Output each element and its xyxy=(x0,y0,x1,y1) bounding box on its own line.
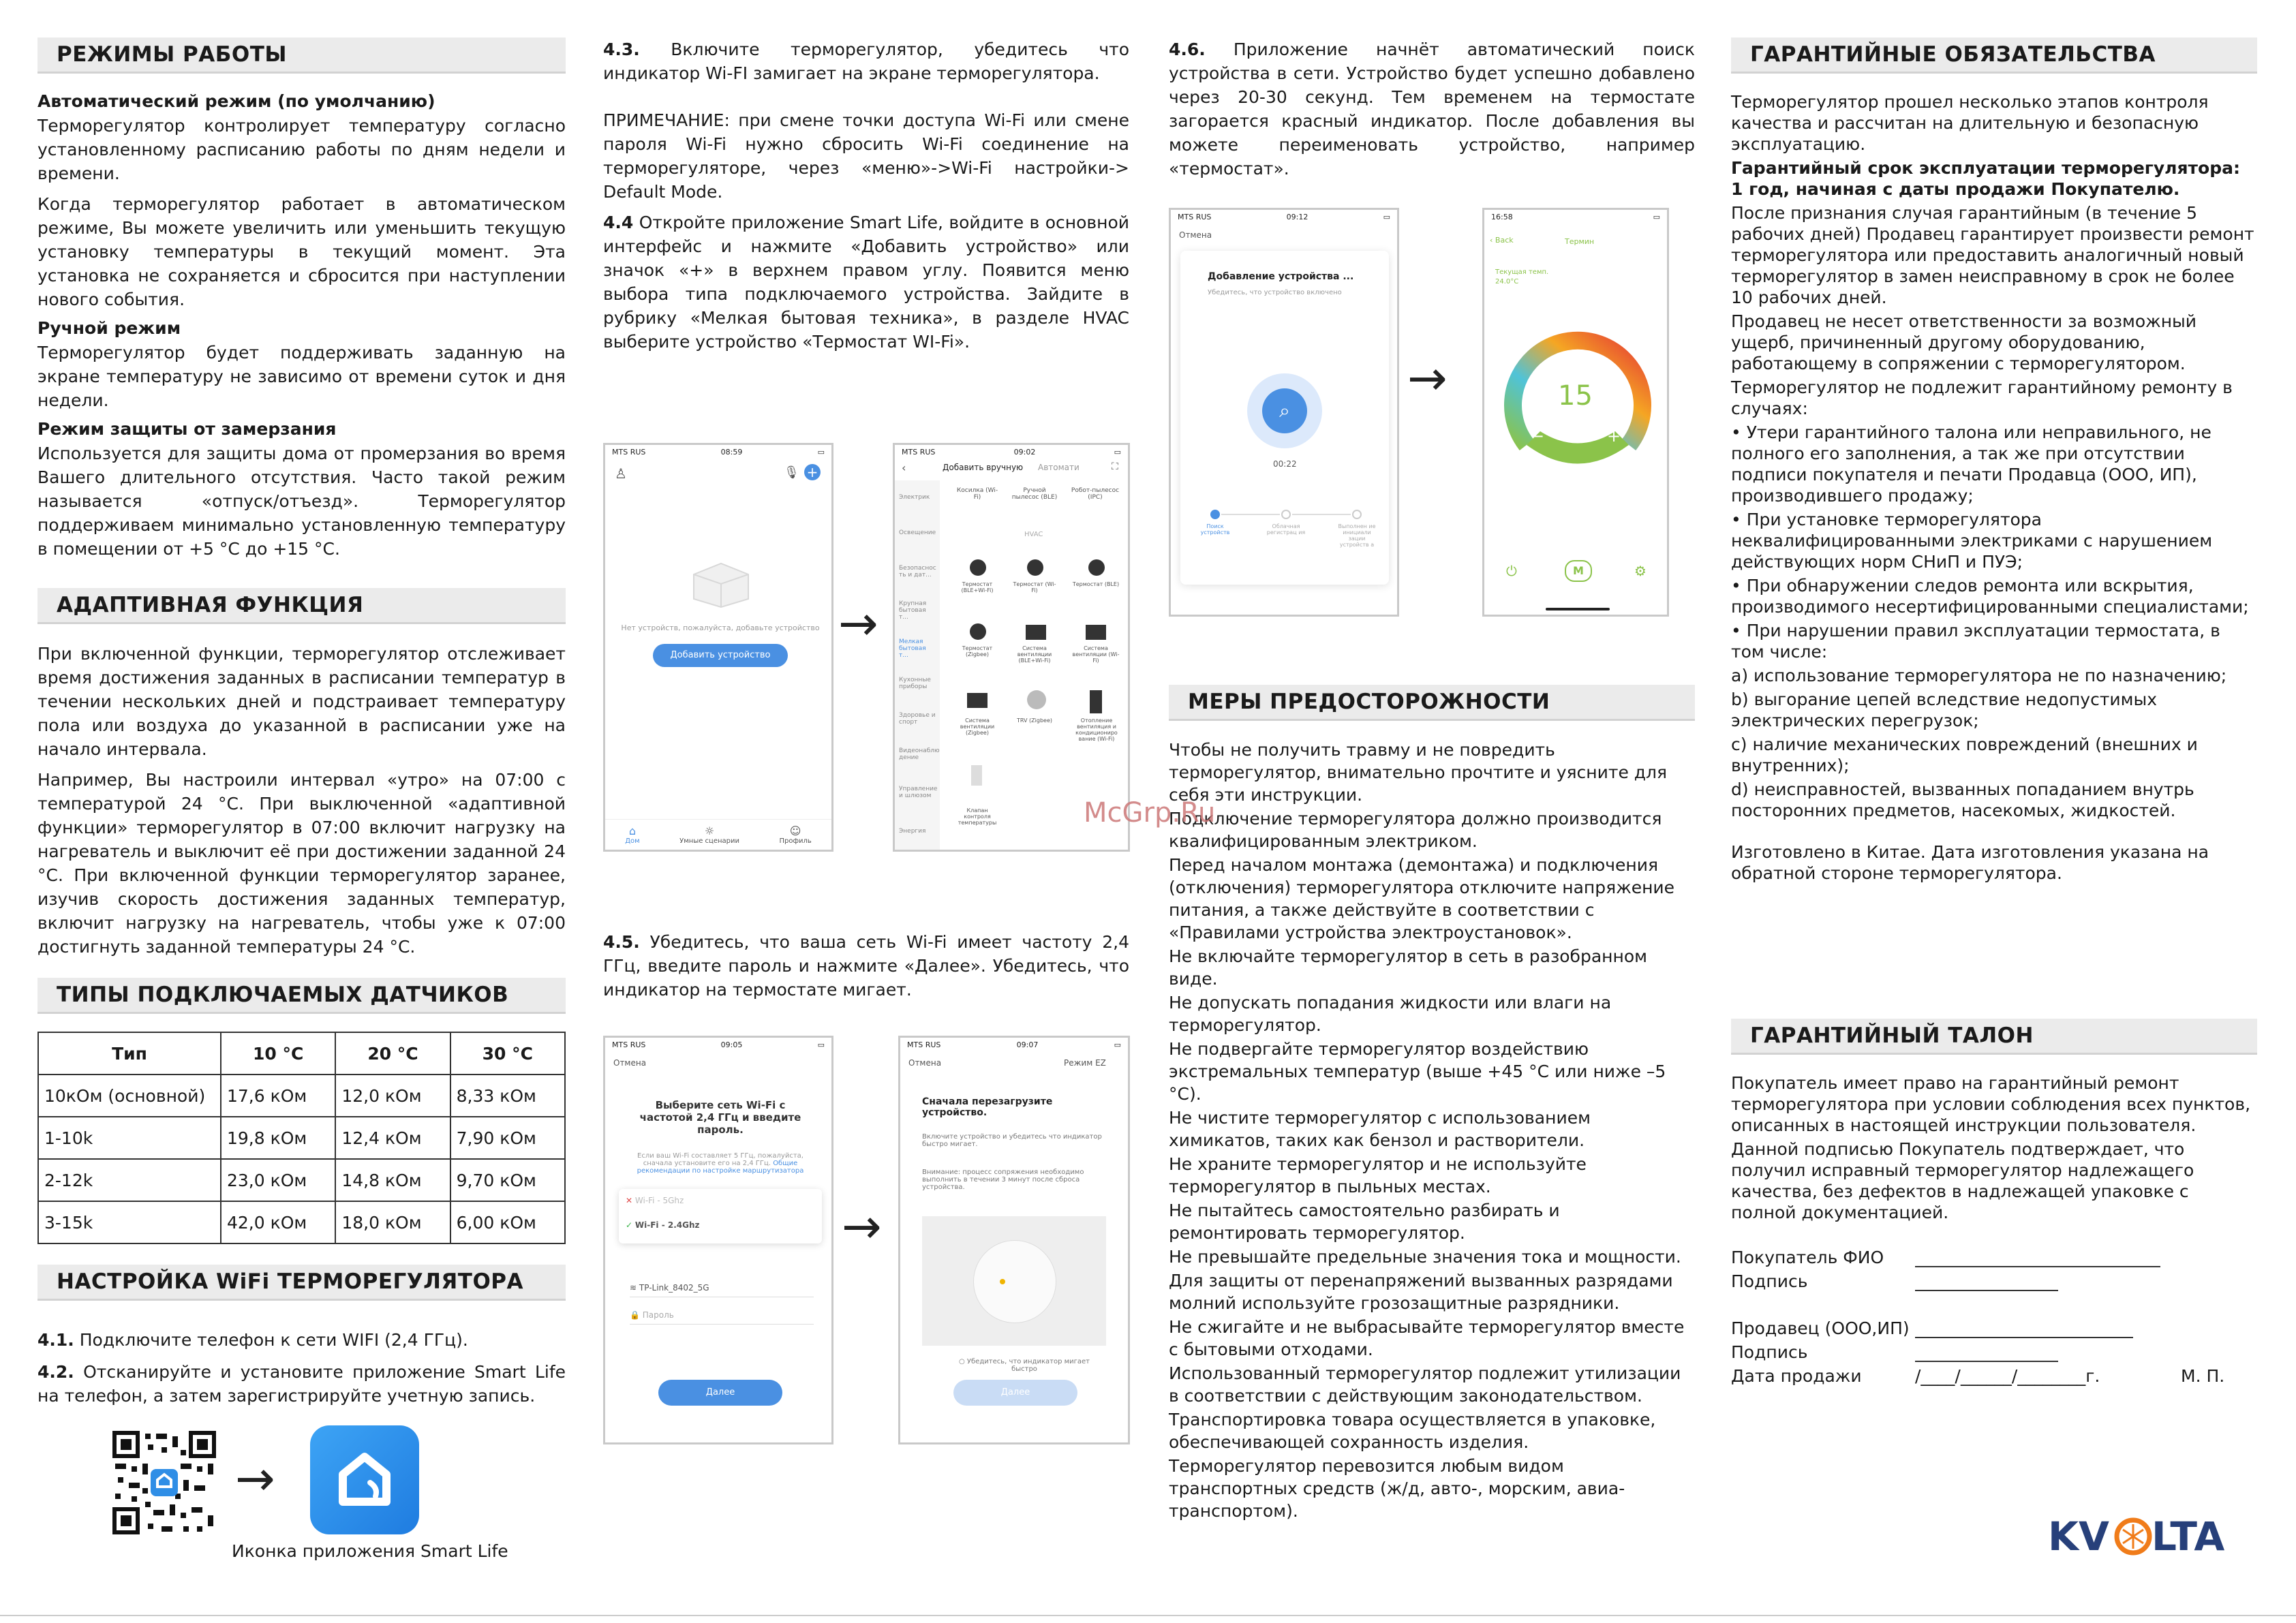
thermostat-device-icon xyxy=(970,623,986,640)
reboot-title: Сначала перезагрузите устройство. xyxy=(922,1096,1053,1118)
mode-button[interactable]: M xyxy=(1565,560,1592,582)
device-item[interactable]: Термостат (BLE+Wi-Fi) xyxy=(961,581,994,593)
step-4-1 xyxy=(37,1328,566,1352)
warranty-header: ГАРАНТИЙНЫЕ ОБЯЗАТЕЛЬСТВА xyxy=(1731,37,2257,74)
password-row[interactable] xyxy=(630,1310,814,1325)
status-bar xyxy=(605,445,831,459)
table-row xyxy=(38,1117,565,1159)
add-device-button[interactable]: Добавить устройство xyxy=(653,644,788,667)
category-item[interactable]: Безопаснос ть и дат... xyxy=(899,565,936,578)
table-row xyxy=(38,1159,565,1201)
table-cell: 7,90 кОм xyxy=(450,1117,565,1159)
frost-mode-title: Режим защиты от замерзания xyxy=(37,419,337,439)
wifi-header: НАСТРОЙКА WiFi ТЕРМОРЕГУЛЯТОРА xyxy=(37,1265,566,1301)
made-in-text: Изготовлено в Китае. Дата изготовления указана на обратной стороне терморегулятора. xyxy=(1731,842,2209,883)
wifi-24-row xyxy=(626,1220,700,1230)
ventilation-device-icon xyxy=(967,693,988,708)
step-number: 4.1. xyxy=(37,1330,74,1350)
trv-device-icon xyxy=(1027,690,1046,709)
step-label: Поиск устройств xyxy=(1200,523,1230,536)
phone-screenshot-home xyxy=(603,443,833,852)
warranty-exclusion: • При установке терморегулятора неквалифицированными электриками с нарушением действующих норм СНиП и ПУЭ; xyxy=(1731,510,2213,572)
coupon-header: ГАРАНТИЙНЫЙ ТАЛОН xyxy=(1731,1019,2257,1055)
ez-mode-link[interactable]: Режим EZ xyxy=(1064,1058,1106,1068)
adding-card xyxy=(1180,251,1389,585)
ventilation-device-icon xyxy=(1086,625,1106,640)
step-number: 4.6. xyxy=(1169,40,1206,59)
safety-item: Не пытайтесь самостоятельно разбирать и ремонтировать терморегулятор. xyxy=(1169,1201,1560,1243)
safety-item: Терморегулятор перевозится любым видом транспортных средств (ж/д, авто-, морским, авиа- транспортом). xyxy=(1169,1456,1625,1521)
phone-screenshot-adding xyxy=(1169,208,1399,617)
step-number: 4.5. xyxy=(603,932,640,952)
table-cell: 23,0 кОм xyxy=(221,1159,335,1201)
step-text: Подключите телефон к сети WIFI (2,4 ГГц). xyxy=(74,1330,468,1350)
table-cell: 14,8 кОм xyxy=(335,1159,450,1201)
adding-subtitle: Убедитесь, что устройство включено xyxy=(1208,289,1342,296)
phone-screenshot-wifi xyxy=(603,1036,833,1444)
warranty-text: Терморегулятор не подлежит гарантийному ремонту в случаях: xyxy=(1731,377,2233,418)
table-header-row xyxy=(38,1032,565,1075)
device-top-item[interactable]: Косилка (Wi-Fi) xyxy=(956,487,998,501)
room-temp-value: 24.0°C xyxy=(1495,278,1519,285)
step-line xyxy=(1221,514,1280,515)
tab-home[interactable] xyxy=(625,824,639,845)
table-header: 30 °С xyxy=(450,1032,565,1075)
step-line xyxy=(1292,514,1351,515)
table-cell: 3-15k xyxy=(38,1201,221,1243)
wifi-5g-row xyxy=(626,1196,684,1205)
device-illustration xyxy=(922,1216,1106,1346)
status-bar xyxy=(900,1038,1128,1051)
next-button-disabled[interactable]: Далее xyxy=(953,1380,1077,1406)
home-icon: ⌂ xyxy=(628,824,637,837)
tab-label: Дом xyxy=(625,837,640,845)
clock: 09:07 xyxy=(1016,1040,1039,1049)
coupon-text: Данной подписью Покупатель подтверждает, что получил исправный терморегулятор надлежащего качества, без дефектов в надлежащей упаковке с полной документацией. xyxy=(1731,1139,2194,1222)
step-4-6 xyxy=(1169,37,1695,181)
step-text: Отсканируйте и установите приложение Smart Life на телефон, а затем зарегистрируйте учетную запись. xyxy=(37,1362,566,1406)
safety-section xyxy=(1169,685,1695,1524)
coupon-section xyxy=(1731,1019,2257,1390)
device-item[interactable]: Клапан контроля температуры xyxy=(958,807,997,826)
auto-mode-title: Автоматический режим (по умолчанию) xyxy=(37,91,435,111)
wifi-desc-text: Если ваш Wi-Fi составляет 5 ГГц, пожалуйста, сначала установите его на 2,4 ГГц. xyxy=(637,1152,803,1167)
phone-screenshot-add-device xyxy=(893,443,1130,852)
date-row xyxy=(1731,1366,2257,1386)
table-cell: 17,6 кОм xyxy=(221,1075,335,1117)
app-icon-caption: Иконка приложения Smart Life xyxy=(232,1541,508,1561)
lock-icon: 🔒 xyxy=(630,1310,640,1320)
timer: 00:22 xyxy=(1273,459,1297,469)
step-4-4 xyxy=(603,211,1129,354)
wifi-list-card xyxy=(619,1189,822,1243)
device-item[interactable]: Система вентиляции (Zigbee) xyxy=(960,717,995,736)
stamp-label: М. П. xyxy=(2181,1366,2225,1386)
ventilation-device-icon xyxy=(1026,625,1046,640)
mic-icon[interactable]: 🎙 xyxy=(784,465,799,480)
phone-screenshot-reboot xyxy=(898,1036,1130,1444)
reboot-desc: Включите устройство и убедитесь что индикатор быстро мигает. xyxy=(922,1133,1102,1148)
date-label: Дата продажи xyxy=(1731,1366,1862,1386)
warranty-term-title: Гарантийный срок эксплуатации терморегулятора: xyxy=(1731,158,2240,178)
category-item[interactable]: Кухонные приборы xyxy=(899,677,931,690)
hvac-device-icon xyxy=(1090,690,1102,713)
warranty-exclusion: • Утери гарантийного талона или неправильного, не полного его заполнения, а так же при отсутствии подписи покупателя и печати Продавца (ООО, ИП), производившего продажу; xyxy=(1731,422,2211,506)
table-cell: 19,8 кОм xyxy=(221,1117,335,1159)
wifi-option-label: Wi-Fi - 5Ghz xyxy=(634,1196,684,1205)
manual-mode-title: Ручной режим xyxy=(37,318,181,338)
adaptive-header: АДАПТИВНАЯ ФУНКЦИЯ xyxy=(37,588,566,624)
table-cell: 1-10k xyxy=(38,1117,221,1159)
category-item[interactable]: Энергия xyxy=(899,828,926,835)
status-bar xyxy=(605,1038,831,1051)
carrier-label: MTS RUS xyxy=(1178,212,1212,221)
wifi-title: Выберите сеть Wi-Fi с частотой 2,4 ГГц и введите пароль. xyxy=(639,1099,801,1136)
adaptive-text-1: При включенной функции, терморегулятор отслеживает время достижения заданных в расписании температур в течении нескольких дней и подстраивает температуру пола или воздуха до указанной в расписании уже на начало интервала. xyxy=(37,644,566,759)
safety-item: Не подвергайте терморегулятор воздействию экстремальных температур (выше +45 °С или ниже –5 °С). xyxy=(1169,1039,1666,1104)
clock: 08:59 xyxy=(720,447,743,457)
adaptive-text-2: Например, Вы настроили интервал «утро» на 07:00 с температурой 24 °С. При выключенной «адаптивной функции» терморегулятор в 07:00 включит нагрузку на нагреватель и выключит её при достижении заданной 24 °С. При включенной функции терморегулятор заранее, изучив скорость достижения заданных температур, включит нагрузку на нагреватель, чтобы уже к 07:00 достигнуть заданной температуры 24 °С. xyxy=(37,770,566,957)
valve-device-icon xyxy=(971,765,982,786)
table-header: Тип xyxy=(38,1032,221,1075)
reboot-warning: Внимание: процесс сопряжения необходимо выполнить в течении 3 минут после сброса устройства. xyxy=(922,1169,1084,1191)
category-item[interactable]: Крупная бытовая т... xyxy=(899,600,927,621)
watermark: McGrp.Ru xyxy=(1084,797,1216,829)
auto-mode-text-2: Когда терморегулятор работает в автоматическом режиме, Вы можете увеличить или уменьшить текущую установку температуры в текущий момент. Эта установка не сохраняется и сбросится при наступлении нового события. xyxy=(37,194,566,309)
back-label: Back xyxy=(1495,236,1514,245)
password-placeholder: Пароль xyxy=(642,1310,674,1320)
table-cell: 10кОм (основной) xyxy=(38,1075,221,1117)
network-row[interactable] xyxy=(630,1283,814,1297)
battery-icon: ▭ xyxy=(817,447,825,457)
category-sidebar xyxy=(895,480,940,852)
device-title: Термин xyxy=(1565,237,1595,246)
step-number: 4.3. xyxy=(603,40,640,59)
warranty-term-value: 1 год, начиная с даты продажи Покупателю. xyxy=(1731,179,2180,199)
carrier-label: MTS RUS xyxy=(612,447,646,457)
date-field[interactable]: /____/______/________г. xyxy=(1915,1366,2100,1386)
cross-icon: ✕ xyxy=(626,1196,633,1205)
thermostat-device-icon xyxy=(1027,559,1043,576)
wifi-desc xyxy=(632,1152,808,1175)
step-4-2 xyxy=(37,1360,566,1408)
arrow-right-icon: → xyxy=(838,596,878,651)
auto-mode-text-1: Терморегулятор контролирует температуру согласно установленному расписанию работы по дням недели и времени. xyxy=(37,116,566,183)
minus-icon[interactable]: − xyxy=(1531,427,1545,446)
battery-icon: ▭ xyxy=(1383,212,1390,221)
warranty-exclusion: а) использование терморегулятора не по назначению; xyxy=(1731,666,2227,685)
add-plus-icon[interactable]: + xyxy=(804,464,821,480)
note-text: ПРИМЕЧАНИЕ: при смене точки доступа Wi-Fi или смене пароля Wi-Fi нужно сбросить Wi-Fi соединение на терморегуляторе, через «меню»->Wi-Fi настройки-> Default Mode. xyxy=(603,110,1129,202)
warranty-exclusion: c) наличие механических повреждений (внешних и внутренних); xyxy=(1731,735,2198,775)
setpoint-value: 15 xyxy=(1558,380,1593,412)
modes-header: РЕЖИМЫ РАБОТЫ xyxy=(37,37,566,74)
table-row xyxy=(38,1075,565,1117)
profile-icon: ☺ xyxy=(789,824,801,837)
power-icon[interactable]: ⏻ xyxy=(1506,563,1517,579)
phone-screenshot-thermostat xyxy=(1482,208,1669,617)
warranty-text: Терморегулятор прошел несколько этапов контроля качества и рассчитан на длительную и безопасную эксплуатацию. xyxy=(1731,92,2209,154)
status-bar xyxy=(1171,210,1397,223)
battery-icon: ▭ xyxy=(1653,212,1660,221)
svg-text:KV: KV xyxy=(2048,1513,2109,1560)
thermostat-device-icon xyxy=(970,559,986,576)
safety-item: Подключение терморегулятора должно производится квалифицированным электриком. xyxy=(1169,809,1662,851)
checkbox-icon: ○ xyxy=(959,1358,965,1365)
sign-label: Подпись xyxy=(1731,1342,1808,1362)
carrier-label: MTS RUS xyxy=(902,447,936,457)
thermostat-device-icon xyxy=(1088,559,1105,576)
empty-box-icon xyxy=(687,554,755,608)
table-cell: 2-12k xyxy=(38,1159,221,1201)
smart-life-app-icon xyxy=(310,1425,419,1534)
safety-item: Не храните терморегулятор и не используйте терморегулятор в пыльных местах. xyxy=(1169,1154,1587,1196)
status-bar xyxy=(1484,210,1667,223)
step-number: 4.4 xyxy=(603,213,634,232)
settings-icon[interactable]: ⚙ xyxy=(1634,563,1647,579)
wifi-icon: ≋ xyxy=(630,1283,637,1293)
table-cell: 8,33 кОм xyxy=(450,1075,565,1117)
buyer-sign-row xyxy=(1731,1271,2257,1291)
qr-code xyxy=(112,1431,216,1534)
wifi-option-label: Wi-Fi - 2.4Ghz xyxy=(634,1220,700,1230)
table-row xyxy=(38,1201,565,1243)
safety-item: Перед началом монтажа (демонтажа) и подключения (отключения) терморегулятора отключите напряжение питания, а также действуйте в соответствии с «Правилами устройства электроустановок». xyxy=(1169,855,1675,942)
device-top-item[interactable]: Ручной пылесос (BLE) xyxy=(1011,487,1058,501)
sun-icon: ☼ xyxy=(704,824,715,837)
device-item[interactable]: Термостат (Zigbee) xyxy=(962,645,993,658)
column-4 xyxy=(1731,37,2257,891)
tab-auto[interactable]: Автомати xyxy=(1038,463,1080,472)
buyer-input-line[interactable] xyxy=(1915,1248,2160,1267)
home-indicator xyxy=(1546,608,1610,610)
clock: 09:02 xyxy=(1013,447,1036,457)
category-item[interactable]: Освещение xyxy=(899,529,936,536)
step-label: Выполнен ие инициали зации устройств а xyxy=(1338,523,1376,548)
check-icon: ✓ xyxy=(626,1220,633,1230)
table-cell: 12,4 кОм xyxy=(335,1117,450,1159)
table-cell: 6,00 кОм xyxy=(450,1201,565,1243)
network-name: TP-Link_8402_5G xyxy=(639,1283,709,1293)
table-cell: 9,70 кОм xyxy=(450,1159,565,1201)
user-icon[interactable]: ♙ xyxy=(615,465,627,482)
adding-title: Добавление устройства ... xyxy=(1208,271,1354,282)
seller-label: Продавец (ООО,ИП) xyxy=(1731,1318,1910,1338)
category-item[interactable]: Видеонаблю дение xyxy=(899,747,940,761)
seller-input-line[interactable] xyxy=(1915,1319,2133,1338)
battery-icon: ▭ xyxy=(1114,1040,1121,1049)
bottom-divider xyxy=(0,1615,2296,1616)
category-item[interactable]: Управление и шлюзом xyxy=(899,786,938,799)
step-4-5 xyxy=(603,930,1129,1002)
back-icon[interactable]: ‹ xyxy=(902,461,906,474)
table-cell: 18,0 кОм xyxy=(335,1201,450,1243)
hvac-section-label: HVAC xyxy=(1024,531,1043,538)
confirm-checkbox-row[interactable] xyxy=(949,1358,1099,1373)
step-text: Включите терморегулятор, убедитесь что индикатор Wi-FI замигает на экране терморегулятора. xyxy=(603,40,1129,83)
arrow-right-icon: → xyxy=(842,1199,882,1254)
safety-item: Не включайте терморегулятор в сеть в разобранном виде. xyxy=(1169,946,1648,989)
device-item[interactable]: Отопление вентиляция и кондициониро вание (Wi-Fi) xyxy=(1075,717,1118,742)
buyer-label: Покупатель ФИО xyxy=(1731,1248,1884,1267)
seller-sign-line[interactable] xyxy=(1915,1343,2058,1362)
scan-icon[interactable]: ⛶ xyxy=(1112,461,1118,472)
kvolta-logo xyxy=(2048,1509,2246,1564)
device-item[interactable]: Термостат (Wi-Fi) xyxy=(1013,581,1056,593)
carrier-label: MTS RUS xyxy=(612,1040,646,1049)
device-item[interactable]: Система вентиляции (Wi-Fi) xyxy=(1072,645,1120,664)
tab-profile[interactable] xyxy=(779,824,811,845)
arrow-right-icon: → xyxy=(1407,350,1448,406)
battery-icon: ▭ xyxy=(817,1040,825,1049)
battery-icon: ▭ xyxy=(1114,447,1121,457)
device-item[interactable]: Система вентиляции (BLE+Wi-Fi) xyxy=(1017,645,1052,664)
device-item[interactable]: Термостат (BLE) xyxy=(1072,581,1120,587)
safety-item: Чтобы не получить травму и не повредить терморегулятор, внимательно прочтите и уясните для себя эти инструкции. xyxy=(1169,740,1668,805)
tab-label: Профиль xyxy=(779,837,812,845)
category-item[interactable]: Электрик xyxy=(899,494,930,501)
table-cell: 42,0 кОм xyxy=(221,1201,335,1243)
seller-row xyxy=(1731,1318,2257,1338)
safety-item: Не сжигайте и не выбрасывайте терморегулятор вместе с бытовыми отходами. xyxy=(1169,1317,1685,1359)
indicator-led-icon xyxy=(1000,1279,1005,1284)
step-4-3 xyxy=(603,37,1129,85)
clock: 09:05 xyxy=(720,1040,743,1049)
clock: 09:12 xyxy=(1286,212,1308,221)
step-dot xyxy=(1281,510,1291,519)
status-bar xyxy=(895,445,1128,459)
frost-mode-text: Используется для защиты дома от промерзания во время Вашего длительного отсутствия. Часто такой режим называется «отпуск/отъезд». Терморегулятор поддерживаем минимально установленную температуру в помещении от +5 °С до +15 °С. xyxy=(37,444,566,559)
step-text: Откройте приложение Smart Life, войдите в основной интерфейс и нажмите «Добавить устройство» или значок «+» в верхнем правом углу. Появится меню выбора типа подключаемого устройства. Зайдите в рубрику «Мелкая бытовая техника», в разделе HVAC выберите устройство «Термостат WI-Fi». xyxy=(603,213,1129,352)
carrier-label: MTS RUS xyxy=(907,1040,941,1049)
sensors-header: ТИПЫ ПОДКЛЮЧАЕМЫХ ДАТЧИКОВ xyxy=(37,978,566,1014)
sign-label: Подпись xyxy=(1731,1271,1808,1291)
step-dot-active xyxy=(1210,510,1220,519)
next-button[interactable]: Далее xyxy=(658,1380,782,1406)
safety-item: Для защиты от перенапряжений вызванных разрядами молний используйте грозозащитные разрядники. xyxy=(1169,1271,1673,1313)
device-top-item[interactable]: Робот-пылесос (IPC) xyxy=(1071,487,1120,501)
search-progress-circle xyxy=(1247,373,1322,448)
buyer-row xyxy=(1731,1248,2257,1267)
safety-item: Не превышайте предельные значения тока и мощности. xyxy=(1169,1247,1681,1267)
safety-header: МЕРЫ ПРЕДОСТОРОЖНОСТИ xyxy=(1169,685,1695,721)
column-3 xyxy=(1169,37,1695,189)
warranty-exclusion: d) неисправностей, вызванных попаданием внутрь посторонних предметов, насекомых, жидкостей. xyxy=(1731,779,2194,820)
search-icon: ⌕ xyxy=(1262,388,1307,433)
arrow-right-icon: → xyxy=(235,1451,275,1506)
nav-bar xyxy=(895,460,1128,478)
warranty-text: После признания случая гарантийным (в течение 5 рабочих дней) Продавец гарантирует произвести ремонт терморегулятора или предоставить аналогичный новый терморегулятор в замен неисправному в срок не более 10 рабочих дней. xyxy=(1731,203,2254,307)
step-text: Убедитесь, что ваша сеть Wi-Fi имеет частоту 2,4 ГГц, введите пароль и нажмите «Далее». Убедитесь, что индикатор на термостате мигает. xyxy=(603,932,1129,1000)
svg-text:LTA: LTA xyxy=(2152,1513,2225,1560)
cancel-link[interactable]: Отмена xyxy=(613,1058,647,1068)
warranty-text: Продавец не несет ответственности за возможный ущерб, причиненный другому оборудованию, работающему в сопряжении с терморегулятором. xyxy=(1731,311,2197,373)
manual-mode-text: Терморегулятор будет поддерживать заданную на экране температуру не зависимо от времени суток и дня недели. xyxy=(37,343,566,410)
cancel-link[interactable]: Отмена xyxy=(908,1058,942,1068)
tab-scenes[interactable] xyxy=(679,824,739,845)
sensors-table xyxy=(37,1032,566,1244)
warranty-exclusion: • При обнаружении следов ремонта или вскрытия, производимого несертифицированными специалистами; xyxy=(1731,576,2249,617)
seller-sign-row xyxy=(1731,1342,2257,1362)
table-header: 10 °С xyxy=(221,1032,335,1075)
router-link[interactable]: Общие рекомендации по настройке маршрутизатора xyxy=(637,1160,804,1175)
table-header: 20 °С xyxy=(335,1032,450,1075)
thermostat-device-icon xyxy=(973,1240,1056,1323)
buyer-sign-line[interactable] xyxy=(1915,1272,2058,1291)
safety-item: Использованный терморегулятор подлежит утилизации в соответствии с действующим законодательством. xyxy=(1169,1363,1681,1406)
plus-icon[interactable]: + xyxy=(1607,427,1621,446)
warranty-exclusion: b) выгорание цепей вследствие недопустимых электрических перегрузок; xyxy=(1731,690,2158,730)
step-dot xyxy=(1352,510,1362,519)
empty-devices-text: Нет устройств, пожалуйста, добавьте устройство xyxy=(621,623,820,632)
step-number: 4.2. xyxy=(37,1362,74,1382)
tab-manual[interactable]: Добавить вручную xyxy=(943,463,1024,472)
cancel-link[interactable]: Отмена xyxy=(1179,230,1212,240)
tab-label: Умные сценарии xyxy=(679,837,740,845)
table-cell: 12,0 кОм xyxy=(335,1075,450,1117)
bottom-tabbar xyxy=(605,819,831,850)
safety-item: Не допускать попадания жидкости или влаги на терморегулятор. xyxy=(1169,993,1612,1035)
category-item[interactable]: Здоровье и спорт xyxy=(899,712,936,726)
step-label: Облачная регистрац ия xyxy=(1266,523,1306,536)
column-2 xyxy=(603,37,1129,362)
progress-steps xyxy=(1194,510,1378,551)
device-item[interactable]: TRV (Zigbee) xyxy=(1017,717,1052,724)
back-link[interactable]: ‹ Back xyxy=(1490,236,1514,245)
step-text: Приложение начнёт автоматический поиск устройства в сети. Устройство будет успешно добавлено через 20-30 секунд. Тем временем на термостате загорается красный индикатор. После добавления вы можете переименовать устройство, например «термостат». xyxy=(1169,40,1695,179)
warranty-exclusion: • При нарушении правил эксплуатации термостата, в том числе: xyxy=(1731,621,2220,662)
room-temp-label: Текущая темп. xyxy=(1495,268,1549,276)
category-item-active[interactable]: Мелкая бытовая т... xyxy=(899,638,926,659)
safety-item: Транспортировка товара осуществляется в упаковке, обеспечивающей сохранность изделия. xyxy=(1169,1410,1656,1452)
confirm-label: Убедитесь, что индикатор мигает быстро xyxy=(966,1358,1090,1373)
coupon-text: Покупатель имеет право на гарантийный ремонт терморегулятора при условии соблюдения всех пунктов, описанных в настоящей инструкции пользователя. xyxy=(1731,1073,2251,1135)
safety-item: Не чистите терморегулятор с использованием химикатов, таких как бензол и растворители. xyxy=(1169,1108,1591,1150)
clock: 16:58 xyxy=(1491,212,1513,221)
column-1 xyxy=(37,37,566,1416)
